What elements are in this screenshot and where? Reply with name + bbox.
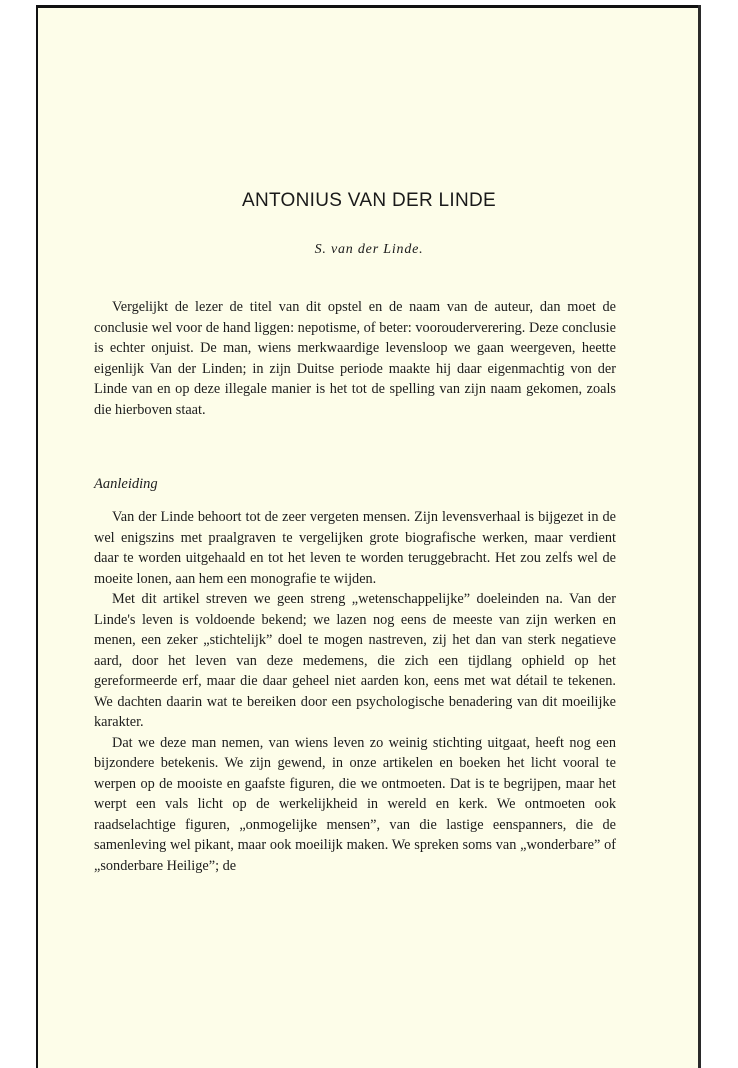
- page-edge: [698, 5, 701, 1068]
- body-paragraph: Van der Linde behoort tot de zeer vergeten mensen. Zijn levensverhaal is bijgezet in de wel enigszins met praalgraven te vergelijken grote biografische werken, maar verdient daar te worden uitgehaald en tot het leven te worden teruggebracht. Het zou zelfs wel de moeite lonen, aan hem een monografie te wijden.: [94, 509, 616, 587]
- article-title: ANTONIUS VAN DER LINDE: [242, 190, 496, 211]
- article-author: S. van der Linde.: [314, 242, 424, 257]
- body-paragraph: Dat we deze man nemen, van wiens leven zo weinig stichting uitgaat, heeft nog een bijzondere betekenis. We zijn gewend, in onze artikelen en boeken het licht vooral te werpen op de mooiste en gaafste figuren, die we ontmoeten. Dat is te begrijpen, maar het werpt een vals licht op de werkelijkheid in wereld en kerk. We ontmoeten ook raadselachtige figuren, „onmogelijke mensen”, van die lastige eenspanners, die de samenleving wel pikant, maar ook moeilijk maken. We spreken soms van „wonderbare” of „sonderbare Heilige”; de: [94, 734, 616, 874]
- section-heading: Aanleiding: [94, 476, 158, 492]
- section-body: [94, 507, 616, 876]
- body-paragraph: Met dit artikel streven we geen streng „wetenschappelijke” doeleinden na. Van der Linde's leven is voldoende bekend; we lazen nog eens de meeste van zijn werken en menen, een zeker „stichtelijk” doel te mogen nastreven, zij het dan van sterk negatieve aard, door het leven van deze medemens, die zich een tijdlang ophield op het gereformeerde erf, maar die daar geheel niet aarden kon, eens met wat détail te tekenen. We dachten daarin wat te bereiken door een psychologische benadering van dit moeilijke karakter.: [94, 591, 616, 730]
- intro-paragraph: Vergelijkt de lezer de titel van dit opstel en de naam van de auteur, dan moet de conclusie wel voor de hand liggen: nepotisme, of beter: voorouderverering. Deze conclusie is echter onjuist. De man, wiens merkwaardige levensloop we gaan weergeven, heette eigenlijk Van der Linden; in zijn Duitse periode maakte hij daar eigenmachtig von der Linde van en op deze illegale manier is het tot de spelling van zijn naam gekomen, zoals die hierboven staat.: [94, 299, 616, 418]
- intro-section: [94, 297, 616, 420]
